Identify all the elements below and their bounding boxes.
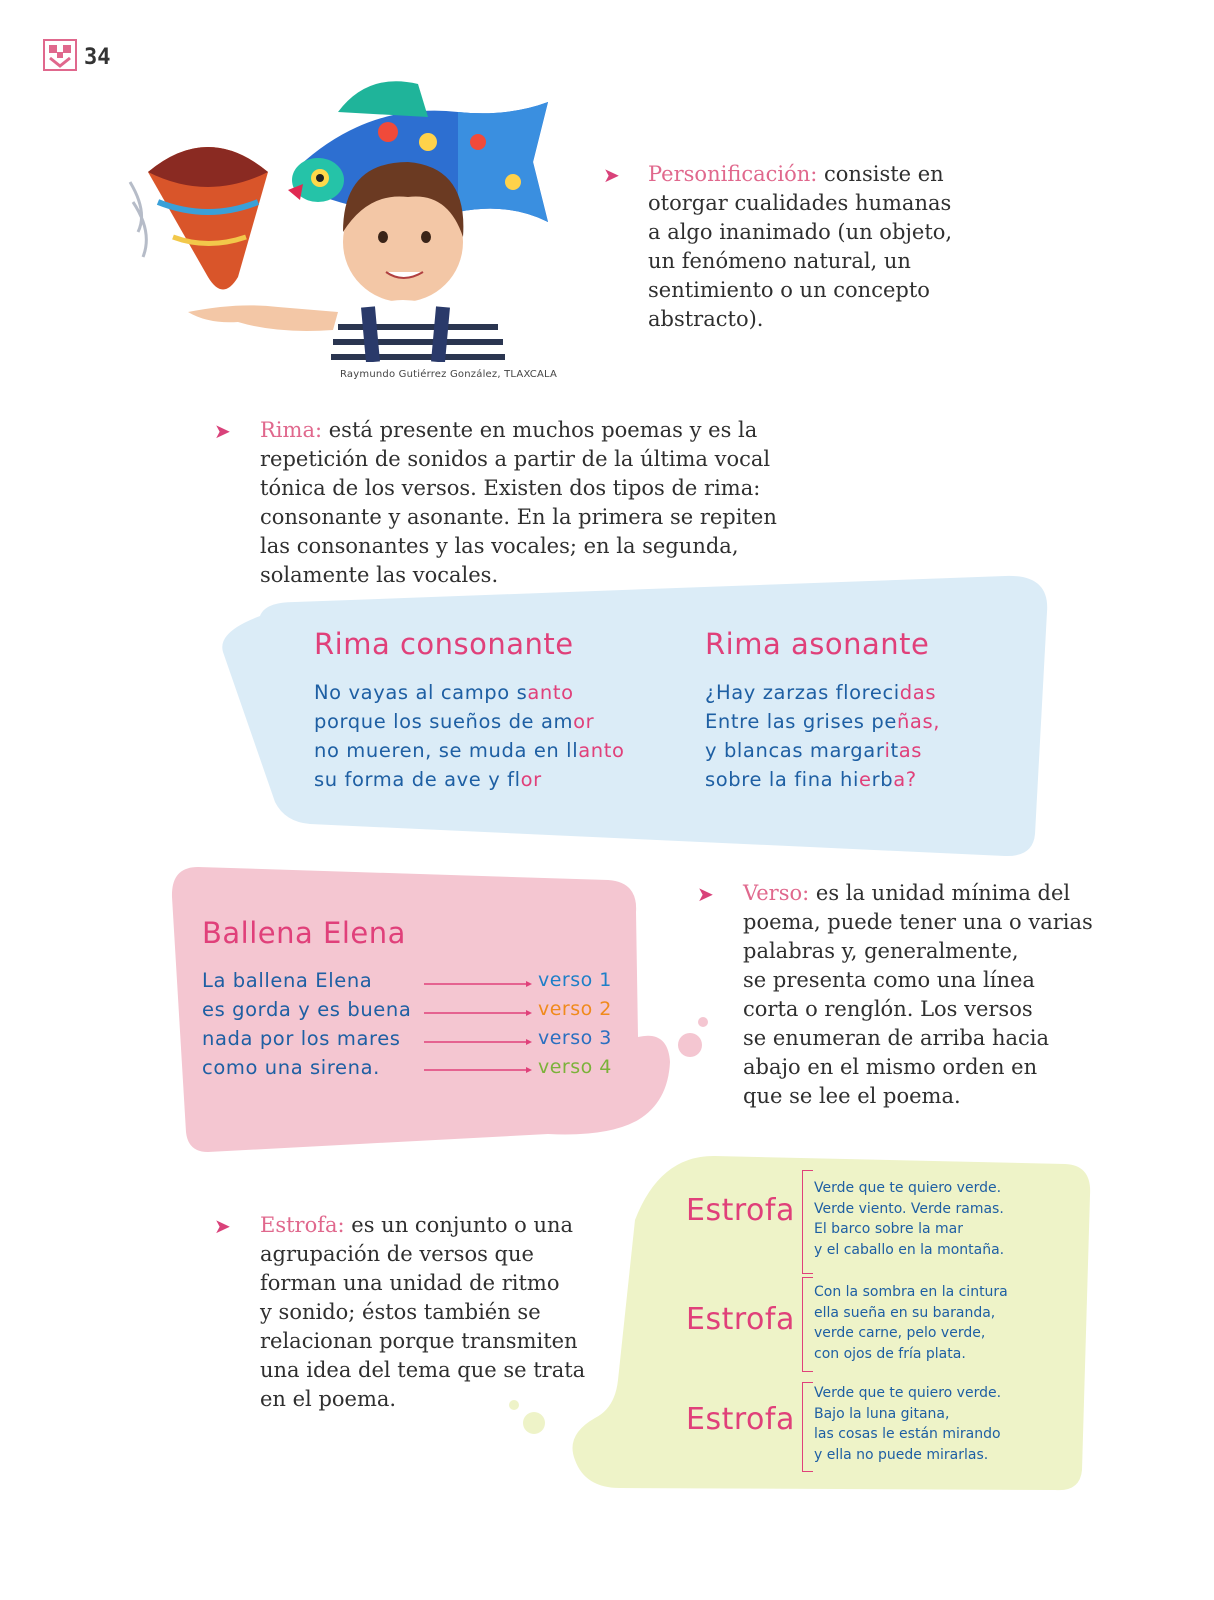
poem-line: Entre las grises peñas, <box>705 710 941 733</box>
header-logo-icon <box>42 38 78 72</box>
estrofa-lines: Con la sombra en la cintura ella sueña en su baranda, verde carne, pelo verde, con ojos de fría plata. <box>814 1284 1008 1363</box>
illustration <box>128 72 558 362</box>
estrofa-lines: Verde que te quiero verde. Bajo la luna gitana, las cosas le están mirando y ella no puede mirarlas. <box>814 1385 1002 1464</box>
rima-asonante-poem <box>705 678 940 794</box>
verso-term: Verso: <box>743 881 810 905</box>
estrofas-box <box>500 1150 1100 1500</box>
bullet-arrow-icon: ➤ <box>214 419 231 443</box>
estrofa-term: Estrofa: <box>260 1213 345 1237</box>
poem-line: porque los sueños de amor <box>314 710 595 733</box>
estrofa-bracket <box>802 1277 813 1372</box>
bullet-arrow-icon: ➤ <box>603 163 620 187</box>
rima-consonante-title: Rima consonante <box>314 627 574 661</box>
estrofa-label: Estrofa <box>686 1302 795 1337</box>
estrofa-lines: Verde que te quiero verde. Verde viento. Verde ramas. El barco sobre la mar y el caballo en la montaña. <box>814 1180 1005 1259</box>
ballena-poem <box>202 966 411 1082</box>
bullet-arrow-icon: ➤ <box>697 882 714 906</box>
rima-definition: Rima: está presente en muchos poemas y es la repetición de sonidos a partir de la última vocal tónica de los versos. Existen dos tipos de rima: consonante y asonante. En la primera se repiten las consonantes y las vocales; en la segunda, solamente las vocales. <box>260 418 777 587</box>
estrofa-label: Estrofa <box>686 1402 795 1437</box>
page-number: 34 <box>84 45 111 70</box>
poem-line: es gorda y es buena <box>202 998 412 1021</box>
estrofa-bracket <box>802 1382 813 1472</box>
poem-line: como una sirena. <box>202 1056 380 1079</box>
rima-consonante-poem <box>314 678 625 794</box>
ballena-title: Ballena Elena <box>202 916 406 950</box>
poem-line: no mueren, se muda en llanto <box>314 739 625 762</box>
personificacion-definition: Personificación: consiste en otorgar cualidades humanas a algo inanimado (un objeto, un fenómeno natural, un sentimiento o un concepto abstracto). <box>648 162 953 331</box>
illustration-caption: Raymundo Gutiérrez González, TLAXCALA <box>340 369 558 380</box>
verso-label: verso 4 <box>538 1056 612 1078</box>
poem-line: sobre la fina hierba? <box>705 768 917 791</box>
poem-line: nada por los mares <box>202 1027 401 1050</box>
estrofa-definition: Estrofa: es un conjunto o una agrupación de versos que forman una unidad de ritmo y sonido; éstos también se relacionan porque transmiten una idea del tema que se trata en el poema. <box>260 1213 586 1411</box>
verso-label: verso 1 <box>538 969 612 991</box>
boy-with-fish-and-top-image <box>128 72 558 362</box>
estrofa-bracket <box>802 1170 813 1274</box>
estrofa-label: Estrofa <box>686 1193 795 1228</box>
verso-label: verso 2 <box>538 998 612 1020</box>
verso-labels <box>538 966 612 1082</box>
personificacion-term: Personificación: <box>648 162 818 186</box>
rima-asonante-title: Rima asonante <box>705 627 930 661</box>
bullet-arrow-icon: ➤ <box>214 1214 231 1238</box>
poem-line: y blancas margaritas <box>705 739 923 762</box>
rima-term: Rima: <box>260 418 323 442</box>
poem-line: La ballena Elena <box>202 969 373 992</box>
poem-line: ¿Hay zarzas florecidas <box>705 681 937 704</box>
poem-line: su forma de ave y flor <box>314 768 542 791</box>
poem-line: No vayas al campo santo <box>314 681 574 704</box>
verso-connector-lines <box>420 970 532 1080</box>
verso-definition: Verso: es la unidad mínima del poema, puede tener una o varias palabras y, generalmente, se presenta como una línea corta o renglón. Los versos se enumeran de arriba hacia abajo en el mismo orden en que se lee el poema. <box>743 881 1093 1108</box>
verso-label: verso 3 <box>538 1027 612 1049</box>
